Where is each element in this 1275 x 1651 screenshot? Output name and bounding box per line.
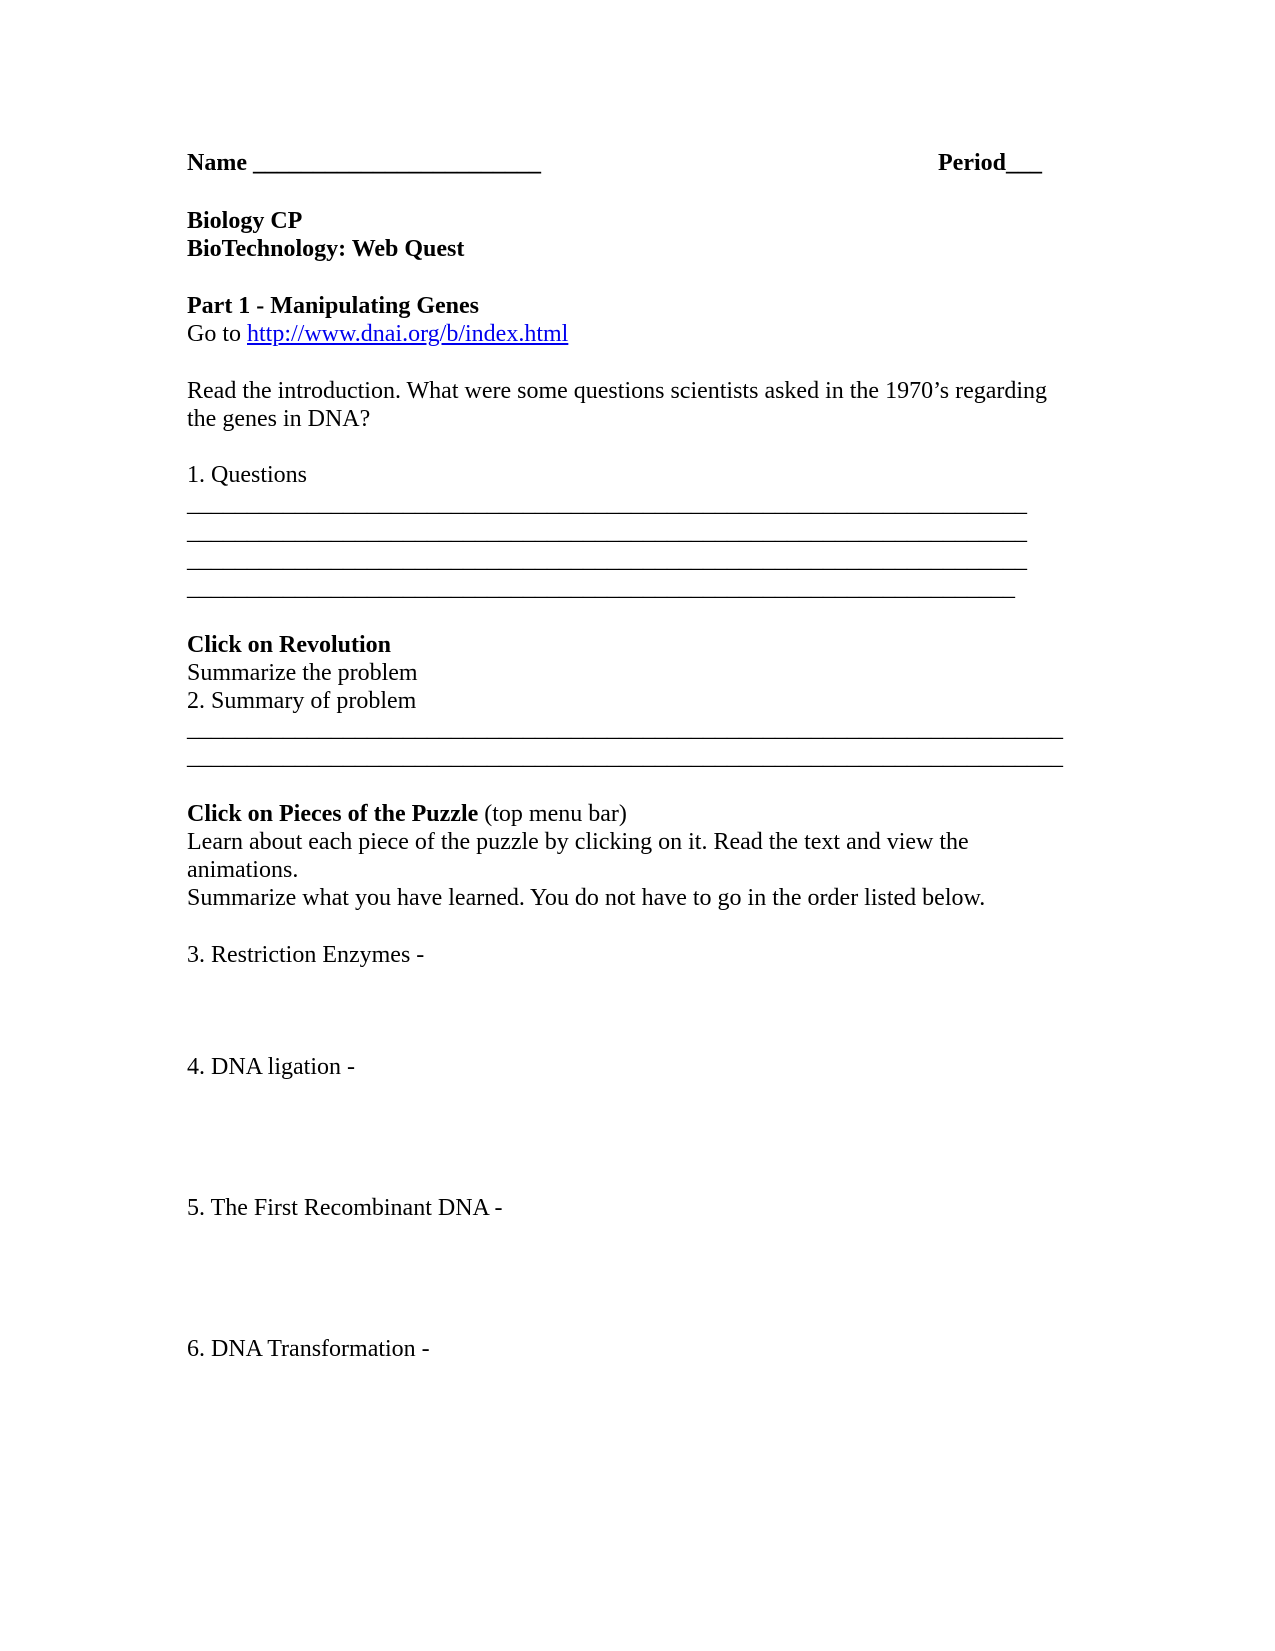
puzzle-text-line2: animations. (187, 857, 299, 883)
puzzle-heading-note: (top menu bar) (478, 801, 627, 827)
puzzle-text-line3: Summarize what you have learned. You do not have to go in the order listed below. (187, 885, 986, 911)
intro-text-line1: Read the introduction. What were some questions scientists asked in the 1970’s regarding (187, 378, 1048, 404)
dnai-link[interactable]: http://www.dnai.org/b/index.html (247, 321, 569, 347)
question-dna-ligation: 4. DNA ligation - (187, 1054, 355, 1080)
puzzle-heading (187, 800, 627, 828)
part1-heading: Part 1 - Manipulating Genes (187, 293, 479, 319)
q1-answer-line: ______________________________________________________________________ (187, 547, 1027, 573)
q2-answer-line: _________________________________________________________________________ (187, 716, 1063, 742)
puzzle-heading-bold: Click on Pieces of the Puzzle (187, 801, 479, 827)
period-field-label: Period___ (938, 150, 1042, 176)
go-to-line (187, 320, 568, 348)
course-title: Biology CP (187, 208, 303, 234)
revolution-heading: Click on Revolution (187, 632, 392, 658)
question-restriction-enzymes: 3. Restriction Enzymes - (187, 942, 425, 968)
q1-answer-line: ______________________________________________________________________ (187, 491, 1027, 517)
q2-answer-line: _________________________________________________________________________ (187, 744, 1063, 770)
go-to-prefix: Go to (187, 321, 247, 347)
q1-answer-line: ______________________________________________________________________ (187, 519, 1027, 545)
revolution-instruction: Summarize the problem (187, 660, 418, 686)
intro-text-line2: the genes in DNA? (187, 406, 371, 432)
assignment-title: BioTechnology: Web Quest (187, 236, 465, 262)
name-field-label: Name ________________________ (187, 150, 541, 176)
q2-label: 2. Summary of problem (187, 688, 417, 714)
q1-label: 1. Questions (187, 462, 307, 488)
puzzle-text-line1: Learn about each piece of the puzzle by clicking on it. Read the text and view the (187, 829, 969, 855)
q1-answer-line: _____________________________________________________________________ (187, 575, 1015, 601)
question-first-recombinant-dna: 5. The First Recombinant DNA - (187, 1195, 503, 1221)
question-dna-transformation: 6. DNA Transformation - (187, 1336, 430, 1362)
